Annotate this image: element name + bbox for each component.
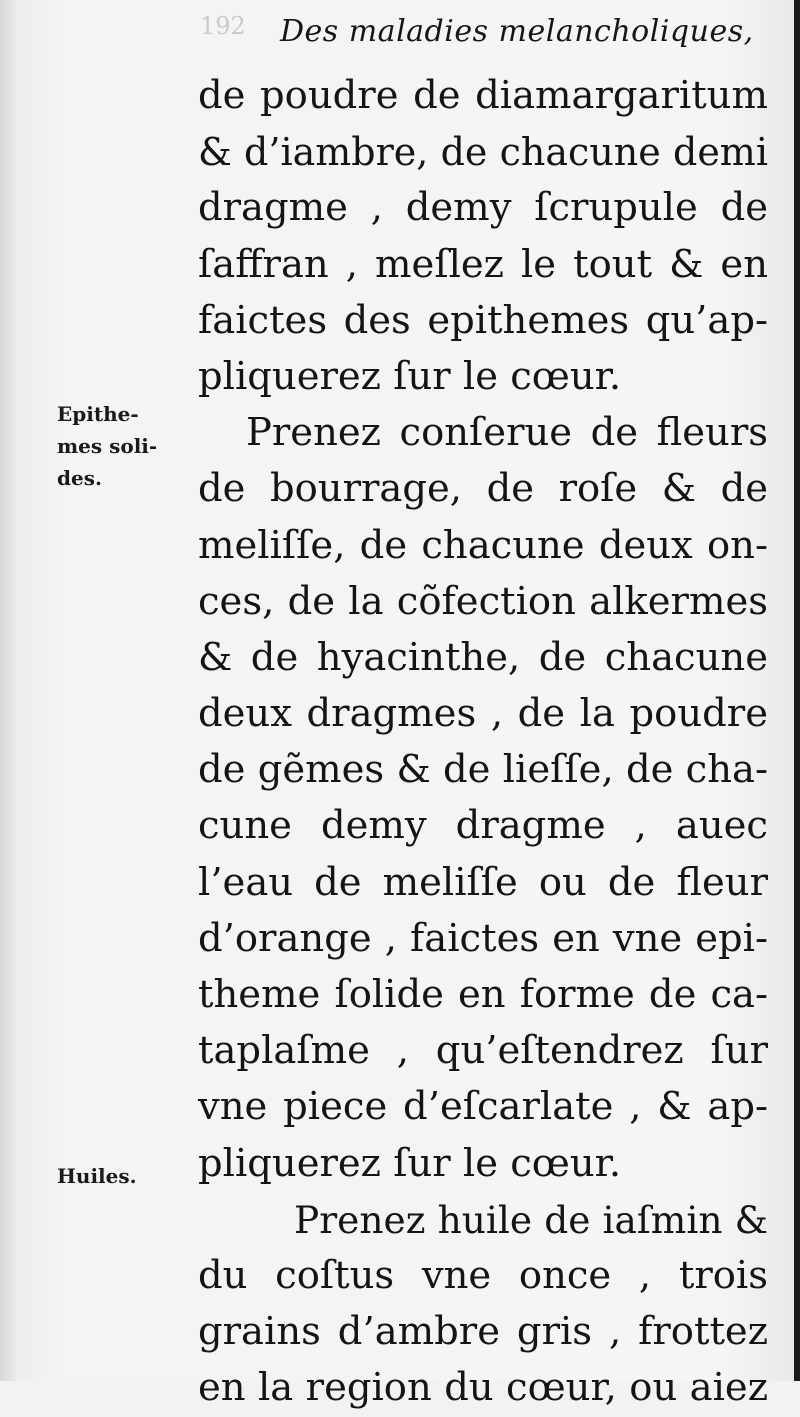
text-line: ſaffran , meſlez le tout & en	[198, 241, 768, 287]
text-line: en la region du cœur, ou aiez	[198, 1365, 768, 1411]
running-title: Des maladies melancholiques,	[280, 14, 754, 49]
margin-note-huiles	[57, 1160, 137, 1192]
text-line: ces, de la cõfection alkermes	[198, 578, 768, 624]
page-number: 192	[200, 12, 246, 40]
paragraph-start-line: Prenez huile de iaſmin &	[294, 1197, 768, 1242]
text-line: l’eau de meliſſe ou de fleur	[198, 859, 768, 905]
margin-note-line: Huiles.	[57, 1164, 137, 1188]
text-line: meliſſe, de chacune deux on-	[198, 522, 768, 568]
margin-note-line: des.	[57, 466, 102, 490]
text-line: deux dragmes , de la poudre	[198, 691, 768, 737]
text-line: de poudre de diamargaritum	[198, 73, 768, 118]
text-line: theme ſolide en forme de ca-	[198, 972, 768, 1017]
text-line: faictes des epithemes qu’ap-	[198, 297, 768, 343]
text-line: & de hyacinthe, de chacune	[198, 634, 768, 680]
margin-note-line: mes soli-	[57, 434, 158, 458]
text-line: du coſtus vne once , trois	[198, 1252, 768, 1298]
page-edge	[794, 0, 800, 1381]
text-line: dragme , demy ſcrupule de	[198, 185, 768, 231]
text-line: pliquerez ſur le cœur.	[198, 353, 622, 399]
margin-note-line: Epithe-	[57, 402, 139, 426]
paragraph-start-line: Prenez conſerue de fleurs	[246, 410, 768, 456]
page-gutter-shadow	[0, 0, 18, 1381]
text-line: & d’iambre, de chacune demi	[198, 130, 768, 175]
body-text	[198, 68, 768, 1417]
text-line: vne piece d’eſcarlate , & ap-	[198, 1084, 768, 1130]
text-line: cune demy dragme , auec	[198, 803, 768, 849]
text-line: grains d’ambre gris , frottez	[198, 1309, 768, 1355]
text-line: de gẽmes & de lieſſe, de cha-	[198, 747, 768, 793]
text-line: de bourrage, de roſe & de	[198, 466, 768, 512]
text-line: taplaſme , qu’eſtendrez ſur	[198, 1028, 768, 1074]
margin-note-epithemes	[57, 398, 157, 494]
text-line: d’orange , faictes en vne epi-	[198, 915, 768, 961]
text-line: pliquerez ſur le cœur.	[198, 1140, 622, 1186]
